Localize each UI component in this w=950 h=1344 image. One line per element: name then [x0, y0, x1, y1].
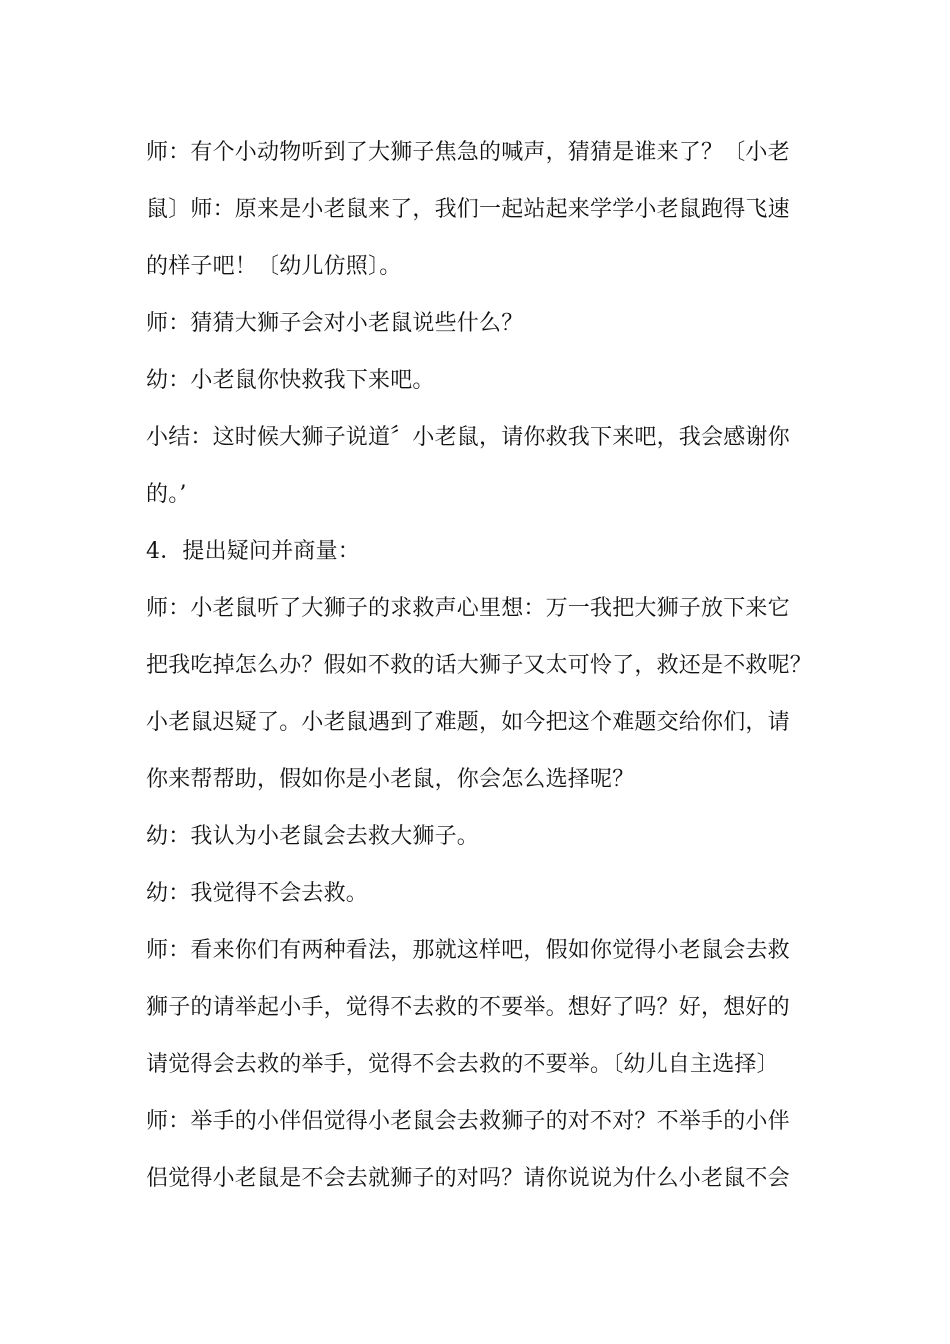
text-line: 你来帮帮助，假如你是小老鼠，你会怎么选择呢？ [146, 767, 635, 792]
text-line: 师：有个小动物听到了大狮子焦急的喊声，猜猜是谁来了？〔小老 [146, 140, 790, 165]
text-line: 师：看来你们有两种看法，那就这样吧，假如你觉得小老鼠会去救 [146, 938, 790, 963]
text-line: 师：小老鼠听了大狮子的求救声心里想：万一我把大狮子放下来它 [146, 596, 790, 621]
text-line: 的。’ [146, 482, 187, 507]
text-line: 幼：小老鼠你快救我下来吧。 [146, 368, 435, 393]
text-line: 的样子吧！〔幼儿仿照〕。 [146, 254, 402, 279]
text-line: 小老鼠迟疑了。小老鼠遇到了难题，如今把这个难题交给你们，请 [146, 710, 790, 735]
text-line: 把我吃掉怎么办？假如不救的话大狮子又太可怜了，救还是不救呢？ [146, 653, 813, 678]
text-line: 狮子的请举起小手，觉得不去救的不要举。想好了吗？好，想好的 [146, 995, 790, 1020]
text-line: 请觉得会去救的举手，觉得不会去救的不要举。〔幼儿自主选择〕 [146, 1052, 779, 1077]
text-line: 幼：我觉得不会去救。 [146, 881, 369, 906]
text-line: 师：猜猜大狮子会对小老鼠说些什么？ [146, 311, 524, 336]
section-heading: 4．提出疑问并商量： [146, 539, 360, 564]
text-line: 幼：我认为小老鼠会去救大狮子。 [146, 824, 480, 849]
text-line: 侣觉得小老鼠是不会去就狮子的对吗？请你说说为什么小老鼠不会 [146, 1166, 790, 1191]
text-line: 鼠〕师：原来是小老鼠来了，我们一起站起来学学小老鼠跑得飞速 [146, 197, 790, 222]
text-line: 小结：这时候大狮子说道〞小老鼠，请你救我下来吧，我会感谢你 [146, 425, 790, 450]
text-line: 师：举手的小伴侣觉得小老鼠会去救狮子的对不对？不举手的小伴 [146, 1109, 790, 1134]
document-body [146, 124, 836, 1207]
